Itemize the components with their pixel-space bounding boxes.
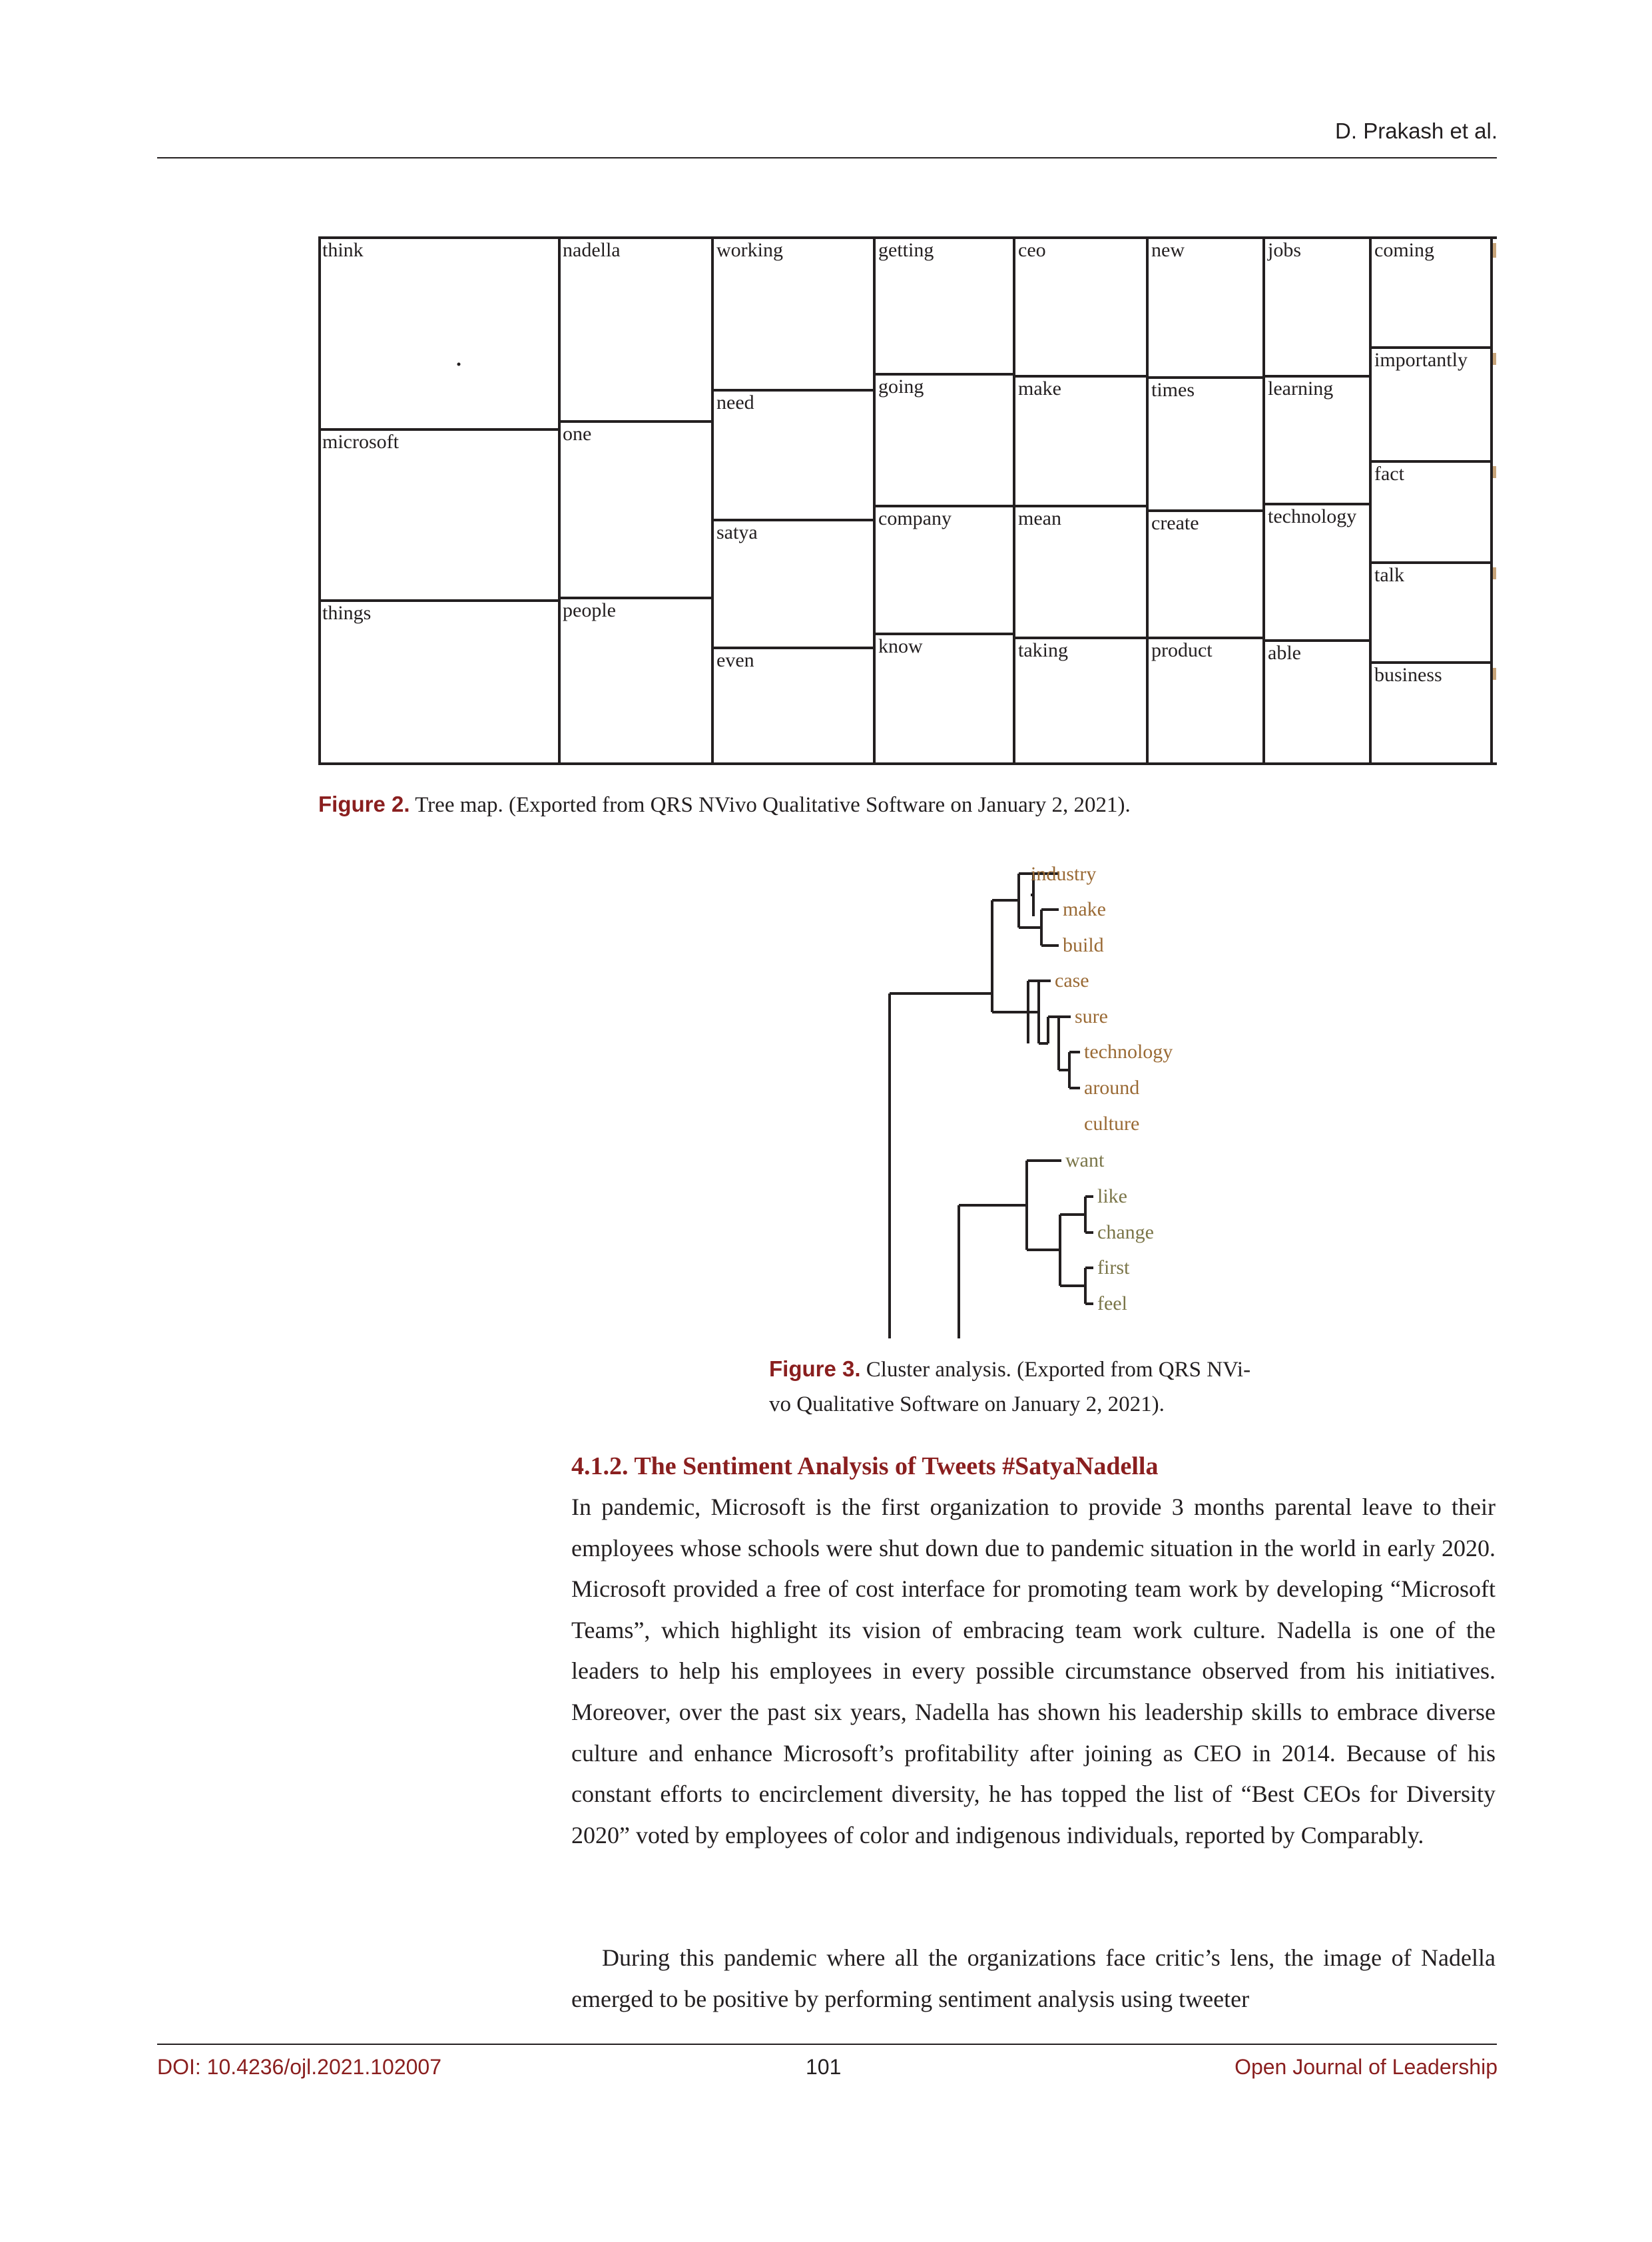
tree-map-label: technology [1268, 505, 1357, 527]
body-paragraph: During this pandemic where all the organizations face critic’s lens, the image of Nadella emerged to be positive by performing sentiment analysis using tweeter [571, 1944, 1496, 2012]
tree-map-label: mean [1018, 507, 1061, 529]
dendrogram-leaf: feel [1097, 1292, 1127, 1314]
page-number: 101 [806, 2055, 842, 2079]
dendrogram-leaf: industry [1031, 863, 1097, 885]
tree-map-label: microsoft [322, 431, 399, 453]
figure-2-label: Figure 2. [318, 792, 410, 816]
tree-map-label: nadella [563, 239, 621, 261]
tree-map-label: taking [1018, 639, 1068, 661]
footer-rule [157, 2044, 1497, 2045]
dendrogram-leaf: want [1065, 1149, 1105, 1171]
figure-2-caption [318, 787, 1131, 822]
tree-map-label: going [878, 376, 924, 398]
dendrogram-leaf: like [1097, 1185, 1127, 1207]
figure-3-label: Figure 3. [769, 1356, 861, 1381]
dendrogram-leaf: culture [1084, 1113, 1140, 1135]
figure-2-caption-text: Tree map. (Exported from QRS NVivo Qualitative Software on January 2, 2021). [415, 793, 1131, 817]
tree-map-figure [318, 236, 1497, 769]
figure-3-caption-line2: vo Qualitative Software on January 2, 2021). [769, 1392, 1165, 1416]
tree-map-label: able [1268, 642, 1301, 664]
tree-map-label: ceo [1018, 239, 1046, 261]
figure-3-caption [769, 1352, 1302, 1422]
cluster-dendrogram-figure [879, 846, 1239, 1338]
section-heading: 4.1.2. The Sentiment Analysis of Tweets #SatyaNadella [571, 1452, 1159, 1480]
dendrogram-leaf: build [1063, 934, 1104, 956]
dendrogram-leaf: around [1084, 1077, 1140, 1099]
tree-map-label: satya [716, 521, 758, 543]
tree-map-label: need [716, 392, 754, 414]
tree-map-label: even [716, 649, 754, 671]
tree-map-label: one [563, 423, 592, 445]
tree-map-label: coming [1374, 239, 1434, 261]
dendrogram-leaf: first [1097, 1257, 1130, 1278]
tree-map-label: importantly [1374, 349, 1468, 371]
tree-map-label: product [1151, 639, 1213, 661]
tree-map-cutoff-marks [1493, 243, 1496, 680]
tree-map-label: fact [1374, 463, 1404, 485]
running-header-author: D. Prakash et al. [1335, 119, 1498, 143]
tree-map-label: create [1151, 512, 1199, 534]
tree-map-label: working [716, 239, 783, 261]
tree-map-label: jobs [1268, 239, 1302, 261]
dendrogram-leaf: technology [1084, 1041, 1173, 1063]
tree-map-label: know [878, 635, 923, 657]
dendrogram-leaf: case [1055, 970, 1089, 991]
tree-map-grid [320, 238, 1497, 764]
tree-map-label: think [322, 239, 364, 261]
tree-map-label: business [1374, 664, 1442, 686]
tree-map-label: talk [1374, 564, 1404, 586]
tree-map-label: people [563, 599, 616, 621]
footer-doi: DOI: 10.4236/ojl.2021.102007 [157, 2055, 441, 2079]
dendrogram-leaf: sure [1075, 1005, 1108, 1027]
tree-map-label: things [322, 602, 372, 624]
header-rule [157, 157, 1497, 158]
tree-map-outer-border [320, 238, 1497, 764]
body-paragraph: In pandemic, Microsoft is the first organization to provide 3 months parental leave to their employees whose schools were shut down due to pandemic situation in the world in early 2020. Microsoft provided a free of cost interface for promoting team work by developing “Microsoft Teams”, which highlight its vision of embracing team work culture. Nadella is one of the leaders to help his employees in every possible circumstance observed from his initiatives. Moreover, over the past six years, Nadella has shown his leadership skills to embrace diverse culture and enhance Microsoft’s profitability after joining as CEO in 2014. Because of his constant efforts to encirclement diversity, he has topped the list of “Best CEOs for Diversity 2020” voted by employees of color and indigenous individuals, reported by Comparably. [571, 1494, 1496, 1848]
dendrogram-leaf: make [1063, 898, 1106, 920]
tree-map-dot [457, 363, 461, 366]
tree-map-label: learning [1268, 378, 1334, 400]
tree-map-label: getting [878, 239, 934, 261]
footer-journal-name: Open Journal of Leadership [1235, 2055, 1498, 2079]
tree-map-label: make [1018, 378, 1061, 400]
tree-map-label: company [878, 507, 952, 529]
tree-map-label: new [1151, 239, 1185, 261]
tree-map-label: times [1151, 379, 1195, 401]
dendrogram-leaf: change [1097, 1221, 1154, 1243]
figure-3-caption-line1: Cluster analysis. (Exported from QRS NVi- [866, 1358, 1251, 1382]
